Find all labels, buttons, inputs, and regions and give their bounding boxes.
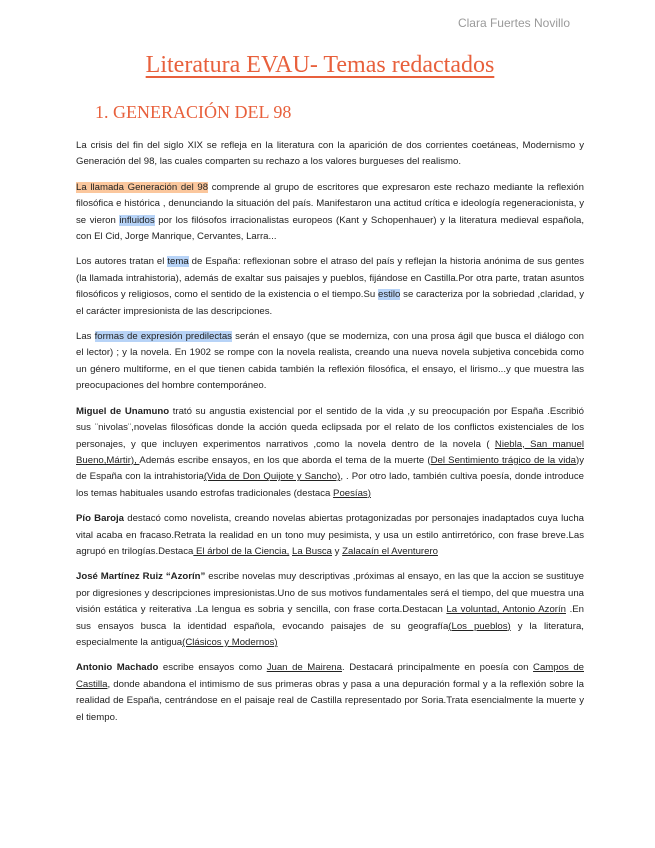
text-run: de España: reflexionan sobre el atraso del país y reflejan la historia anónima de sus gentes (la llamada intrahistoria), además de exaltar sus paisajes y pueblos, fijándose en Castilla.Por otra parte, tratan asuntos filosóficos y religiosos, como el sentido de la existencia o el tiempo.Su — [76, 256, 584, 301]
work-poesias: Poesías) — [333, 487, 371, 499]
text-run: y la literatura, especialmente la antigua — [76, 620, 584, 648]
text-run: destacó como novelista, creando novelas abiertas protagonizadas por personajes inadaptados cuya lucha vital acaba en fracaso.Retrata la realidad en un tono muy pesimista, y usa un estilo antirretórico, con frase breve.Las agrupó en trilogías.Destaca — [76, 513, 585, 557]
section-number: 1. — [95, 102, 109, 122]
text-run: comprende al grupo de escritores que expresaron este rechazo mediante la reflexión filosófica e histórica , denunciando la situación del país. Manifestaron una actitud crítica e ideología regeneracionista, y se vieron — [76, 181, 584, 226]
paragraph-intro: La crisis del fin del siglo XIX se refleja en la literatura con la aparición de dos corrientes coetáneas, Modernismo y Generación del 98, las cuales comparten su rechazo a los valores burgueses del realismo. — [76, 140, 584, 168]
text-run: escribe ensayos como — [158, 662, 267, 674]
paragraph-tema — [76, 254, 584, 320]
work-arbol-ciencia: El árbol de la Ciencia, — [193, 545, 290, 557]
text-run: , . Por otro lado, también cultiva poesía, donde introduce los temas habituales usando estrofas tradicionales (destaca — [76, 471, 585, 499]
author-name: Clara Fuertes Novillo — [457, 16, 570, 30]
work-sentimiento: Del Sentimiento trágico de la vida — [430, 454, 576, 466]
highlight-tema: tema — [167, 256, 189, 268]
work-niebla: Niebla, San manuel Bueno,Mártir), — [76, 438, 584, 466]
text-run: Además escribe ensayos, en los que aborda el tema de la muerte ( — [139, 454, 431, 466]
text-run: se caracteriza por la sobriedad ,claridad, y el carácter impresionista de las descripciones. — [76, 289, 585, 317]
work-la-voluntad: La voluntad, Antonio Azorín — [446, 604, 566, 616]
section-title: GENERACIÓN DEL 98 — [113, 102, 292, 122]
text-run: )y de España con la intrahistoria — [76, 454, 584, 483]
author-unamuno: Miguel de Unamuno — [76, 405, 170, 417]
section-heading — [95, 102, 291, 123]
highlight-estilo: estilo — [377, 289, 401, 301]
text-run: escribe novelas muy descriptivas ,próximas al ensayo, en las que la accion se sustituye por digresiones y descripciones impresionistas.Uno de sus motivos fundamentales será el tiempo, del que muestra una visión estática y reiterativa .La lengua es sobria y sencilla, con frase corta.Destacan — [76, 571, 585, 616]
author-machado: Antonio Machado — [76, 662, 159, 674]
work-la-busca: La Busca — [292, 545, 333, 557]
author-azorin: José Martínez Ruiz “Azorín” — [76, 571, 206, 583]
paragraph-machado — [76, 660, 584, 726]
text-run: , donde abandona el intimismo de sus primeras obras y pasa a una depuración formal y a la reflexión sobre la realidad de España, centrándose en el paisaje real de Castilla representado por Soria.Trata esencialmente la muerte y el tiempo. — [76, 678, 584, 723]
text-run: Las — [76, 331, 95, 343]
work-zalacain: Zalacaín el Aventurero — [342, 545, 438, 557]
paragraph-azorin — [76, 569, 584, 651]
highlight-generacion: La llamada Generación del 98 — [76, 181, 209, 193]
paragraph-unamuno — [76, 404, 584, 502]
work-campos-castilla: Campos de Castilla — [76, 662, 584, 690]
highlight-influidos: influidos — [119, 214, 155, 226]
text-run: .En sus ensayos busca la identidad española, evocando paisajes de su geografía — [76, 604, 584, 632]
text-run: trató su angustia existencial por el sentido de la vida ,y su preocupación por España .Escribió sus ¨nivolas¨,novelas filosóficas donde la acción queda eclipsada por el relato de los conflictos existenciales de los personajes, y que incluyen experimentos narrativos ,como la novela dentro de la novela ( — [76, 405, 584, 450]
author-baroja: Pío Baroja — [76, 513, 125, 525]
highlight-formas: formas de expresión predilectas — [94, 331, 232, 343]
text-run: Los autores tratan el — [76, 256, 168, 268]
document-title: Literatura EVAU- Temas redactados — [145, 52, 495, 78]
work-los-pueblos: (Los pueblos) — [448, 620, 511, 632]
text-run: y — [332, 545, 343, 557]
text-run: serán el ensayo (que se moderniza, con una prosa ágil que busca el diálogo con el lector) ; y la novela. En 1902 se rompe con la novela realista, creando una nueva novela subjetiva concebida como un género multiforme, en el que tienen cabida también la reflexión filosófica, el ensayo, el lirismo...y que muestra las preocupaciones del hombre contemporáneo. — [76, 331, 584, 392]
paragraph-baroja — [76, 511, 584, 560]
text-run: por los filósofos irracionalistas europeos (Kant y Schopenhauer) y la literatura medieval española, con El Cid, Jorge Manrique, Cervantes, Larra... — [76, 214, 584, 243]
text-run: . Destacará principalmente en poesía con — [341, 662, 534, 674]
paragraph-formas — [76, 329, 584, 395]
work-vida-quijote: (Vida de Don Quijote y Sancho) — [203, 471, 341, 483]
work-clasicos: (Clásicos y Modernos) — [182, 636, 278, 648]
work-juan-mairena: Juan de Mairena — [266, 662, 342, 674]
paragraph-generacion — [76, 180, 584, 246]
document-body — [76, 138, 584, 735]
